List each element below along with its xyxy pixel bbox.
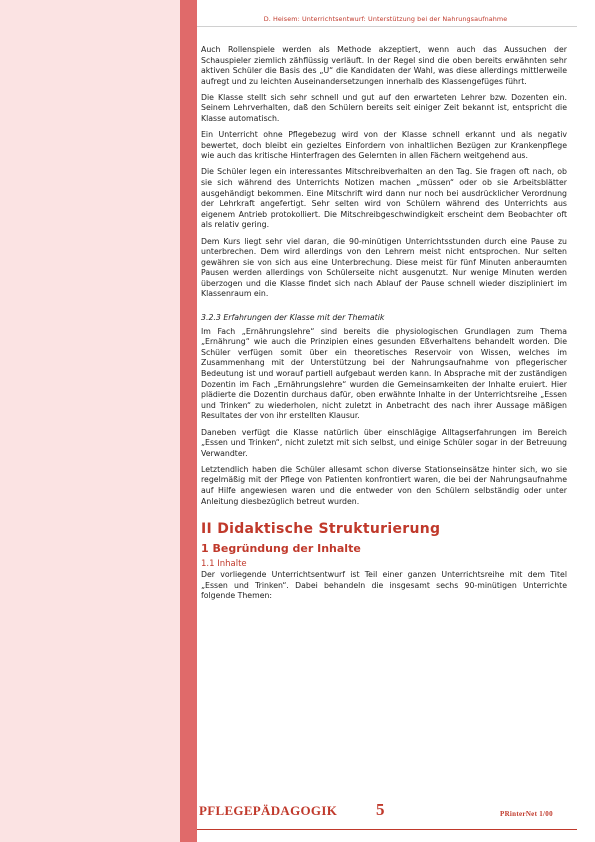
subsection-heading: 1.1 Inhalte xyxy=(201,559,247,570)
journal-brand: PFLEGEPÄDAGOGIK xyxy=(199,803,338,818)
header-rule xyxy=(197,26,577,27)
page-number: 5 xyxy=(376,800,385,819)
paragraph: Letztendlich haben die Schüler allesamt schon diverse Stationseinsätze hinter sich, wo sie regelmäßig mit der Pflege von Patienten konfrontiert waren, die bei der Nahrungsaufnahme auf Hilfe angewiesen waren und die entweder von den Schülern selbständig oder unter Anleitung diesbezüglich betreut wurden. xyxy=(201,464,567,506)
paragraph: Die Klasse stellt sich sehr schnell und gut auf den erwarteten Lehrer bzw. Dozenten ein. Seinem Lehrverhalten, daß den Schülern bereits seit einiger Zeit bekannt ist, entspricht die Klasse automatisch. xyxy=(201,92,567,124)
paragraph: Dem Kurs liegt sehr viel daran, die 90-minütigen Unterrichtsstunden durch eine Pause zu unterbrechen. Dem wird allerdings von den Lehrern meist nicht entsprochen. Nur selten gewähren sie von sich aus eine Unterbrechung. Diese meist für fünf Minuten anberaumten Pausen werden allerdings von Schülerseite nicht ausgenutzt. Nur wenige Minuten werden überzogen und die Klasse findet sich nach Ablauf der Pause schnell wieder diszipliniert im Klassenraum ein. xyxy=(201,236,567,299)
chapter-heading: II Didaktische Strukturierung xyxy=(201,521,441,538)
section-subheading: 3.2.3 Erfahrungen der Klasse mit der Thematik xyxy=(201,313,385,323)
paragraph: Auch Rollenspiele werden als Methode akzeptiert, wenn auch das Aussuchen der Schauspieler ziemlich zähflüssig verläuft. In der Regel sind die oben bereits erwähnten sehr aktiven Schüler die Basis des „U“ die Kandidaten der Wahl, was diese allerdings mittlerweile aufregt und zu leichten Auseinandersetzungen innerhalb des Klassengefüges führt. xyxy=(201,45,567,86)
main-content xyxy=(201,45,567,607)
footer-rule xyxy=(197,829,577,830)
paragraph: Ein Unterricht ohne Pflegebezug wird von der Klasse schnell erkannt und als negativ bewertet, doch bleibt ein gezieltes Einfordern von inhaltlichen Bezügen zur Krankenpflege wie auch das kritische Hinterfragen des Gelernten in allen Fächern weitgehend aus. xyxy=(201,130,567,161)
paragraph: Der vorliegende Unterrichtsentwurf ist Teil einer ganzen Unterrichtsreihe mit dem Titel „Essen und Trinken“. Dabei behandeln die insgesamt sechs 90-minütigen Unterrichte folgende Themen: xyxy=(201,570,567,601)
paragraph: Im Fach „Ernährungslehre“ sind bereits die physiologischen Grundlagen zum Thema „Ernährung“ wie auch die Prinzipien eines gesunden Eßverhaltens behandelt worden. Die Schüler verfügen somit über ein theoretisches Reservoir von Wissen, welches im Zusammenhang mit der Unterstützung bei der Nahrungsaufnahme von pflegerischer Bedeutung ist und worauf partiell aufgebaut werden kann. In Absprache mit der zuständigen Dozentin im Fach „Ernährungslehre“ wurden die Gemeinsamkeiten der Inhalte eruiert. Hier plädierte die Dozentin durchaus dafür, oben erwähnte Inhalte in der Unterrichtsreihe „Essen und Trinken“ zu wiederholen, nicht zuletzt in Anbetracht des nach ihrer Aussage mäßigen Resultates der von ihr erstellten Klausur. xyxy=(201,326,567,421)
section-heading: 1 Begründung der Inhalte xyxy=(201,542,361,556)
paragraph: Die Schüler legen ein interessantes Mitschreibverhalten an den Tag. Sie fragen oft nach, ob sie sich während des Unterrichts Notizen machen „müssen“ oder ob sie Arbeitsblätter ausgehändigt bekommen. Eine Mitschrift wird dann nur noch bei ausdrücklicher Verordnung der Lehrkraft angefertigt. Sehr selten wird von Schülern während des Unterrichts aus eigenem Antrieb protokolliert. Die Mitschreibgeschwindigkeit erscheint dem Beobachter oft als relativ gering. xyxy=(201,167,567,230)
issue-label: PRinterNet 1/00 xyxy=(500,810,553,818)
paragraph: Daneben verfügt die Klasse natürlich über einschlägige Alltagserfahrungen im Bereich „Essen und Trinken“, nicht zuletzt mit sich selbst, und einige Schüler sogar in der Betreuung Verwandter. xyxy=(201,427,567,458)
margin-accent-bar xyxy=(180,0,197,842)
margin-panel xyxy=(0,0,180,842)
running-head: D. Heisem: Unterrichtsentwurf: Unterstützung bei der Nahrungsaufnahme xyxy=(263,15,508,23)
